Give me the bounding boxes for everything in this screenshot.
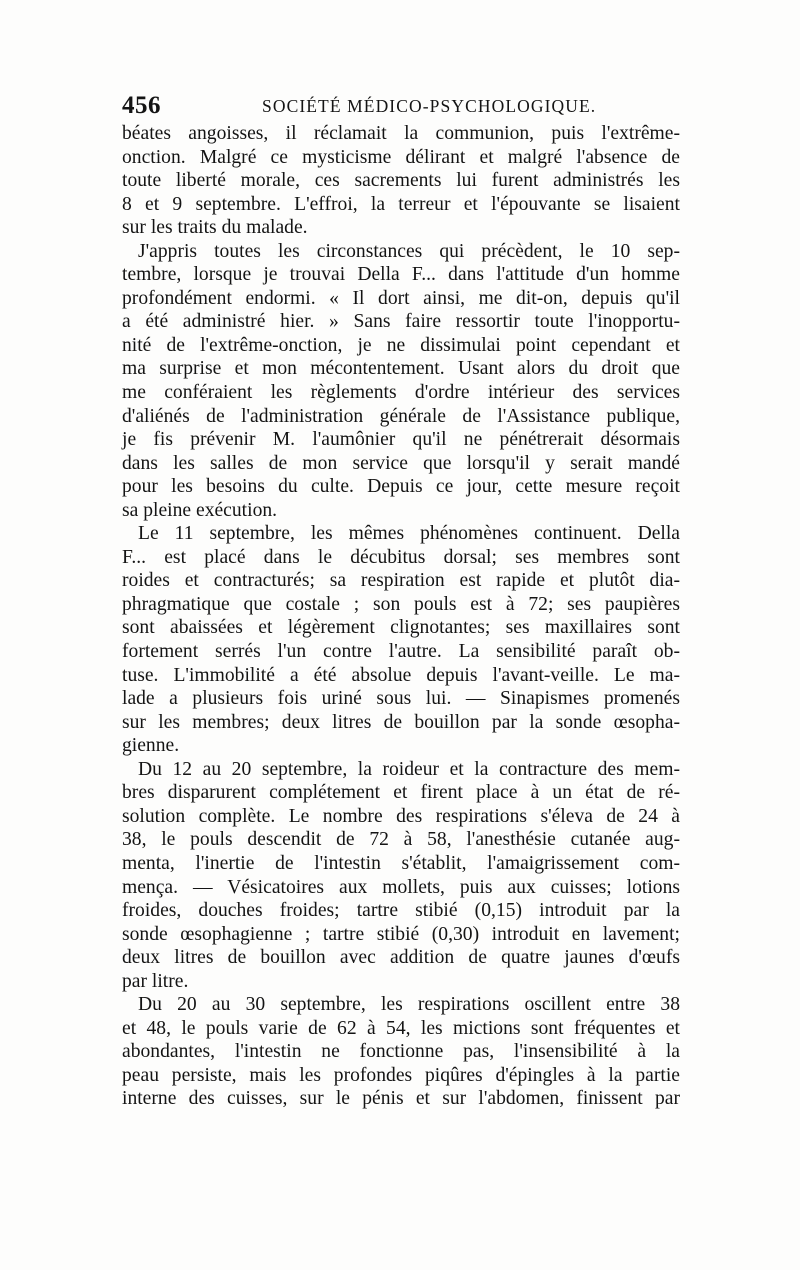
page-number: 456 [122,92,161,119]
text-line: interne des cuisses, sur le pénis et sur l'abdomen, finissent par [122,1088,680,1110]
text-line: 38, le pouls descendit de 72 à 58, l'anesthésie cutanée aug- [122,829,680,851]
text-line: sur les membres; deux litres de bouillon par la sonde œsopha- [122,711,680,733]
text-line: Du 20 au 30 septembre, les respirations oscillent entre 38 [138,994,680,1016]
text-line: tembre, lorsque je trouvai Della F... dans l'attitude d'un homme [122,264,680,286]
body-text [122,122,680,1142]
text-line: pour les besoins du culte. Depuis ce jour, cette mesure reçoit [122,476,680,498]
text-line: profondément endormi. « Il dort ainsi, me dit-on, depuis qu'il [122,287,680,309]
running-head [122,92,680,120]
text-line: menta, l'inertie de l'intestin s'établit, l'amaigrissement com- [122,852,680,874]
text-line: me conféraient les règlements d'ordre intérieur des services [122,382,680,404]
text-line: deux litres de bouillon avec addition de quatre jaunes d'œufs [122,947,680,969]
text-line: ma surprise et mon mécontentement. Usant alors du droit que [122,358,680,380]
text-line: sur les traits du malade. [122,217,308,239]
text-line: sa pleine exécution. [122,499,278,521]
text-line: mença. — Vésicatoires aux mollets, puis aux cuisses; lotions [122,876,680,898]
text-line: nité de l'extrême-onction, je ne dissimulai point cependant et [122,334,680,356]
text-line: Le 11 septembre, les mêmes phénomènes continuent. Della [138,523,680,545]
text-line: je fis prévenir M. l'aumônier qu'il ne pénétrerait désormais [122,429,680,451]
text-line: phragmatique que costale ; son pouls est à 72; ses paupières [122,593,680,615]
text-line: sonde œsophagienne ; tartre stibié (0,30) introduit en lavement; [122,923,680,945]
text-line: tuse. L'immobilité a été absolue depuis l'avant-veille. Le ma- [122,664,680,686]
text-line: Du 12 au 20 septembre, la roideur et la contracture des mem- [138,758,680,780]
text-line: solution complète. Le nombre des respirations s'éleva de 24 à [122,805,680,827]
text-line: sont abaissées et légèrement clignotantes; ses maxillaires sont [122,617,680,639]
text-line: et 48, le pouls varie de 62 à 54, les mictions sont fréquentes et [122,1017,680,1039]
text-line: onction. Malgré ce mysticisme délirant et malgré l'absence de [122,146,680,168]
text-line: froides, douches froides; tartre stibié (0,15) introduit par la [122,900,680,922]
text-line: abondantes, l'intestin ne fonctionne pas, l'insensibilité à la [122,1041,680,1063]
text-line: roides et contracturés; sa respiration est rapide et plutôt dia- [122,570,680,592]
text-line: béates angoisses, il réclamait la communion, puis l'extrême- [122,123,680,144]
text-line: gienne. [122,735,180,757]
text-line: peau persiste, mais les profondes piqûres d'épingles à la partie [122,1064,680,1086]
running-title: SOCIÉTÉ MÉDICO-PSYCHOLOGIQUE. [262,96,597,116]
text-line: bres disparurent complétement et firent place à un état de ré- [122,782,680,804]
text-line: F... est placé dans le décubitus dorsal; ses membres sont [122,546,680,568]
text-line: dans les salles de mon service que lorsqu'il y serait mandé [122,452,680,474]
text-line: d'aliénés de l'administration générale de l'Assistance publique, [122,405,680,427]
text-line: par litre. [122,970,189,992]
text-line: 8 et 9 septembre. L'effroi, la terreur et l'épouvante se lisaient [122,193,680,215]
text-line: toute liberté morale, ces sacrements lui furent administrés les [122,170,680,192]
text-line: J'appris toutes les circonstances qui précèdent, le 10 sep- [138,240,680,262]
text-line: lade a plusieurs fois uriné sous lui. — Sinapismes promenés [122,688,680,710]
text-line: a été administré hier. » Sans faire ressortir toute l'inopportu- [122,311,680,333]
text-line: fortement serrés l'un contre l'autre. La sensibilité paraît ob- [122,641,680,663]
